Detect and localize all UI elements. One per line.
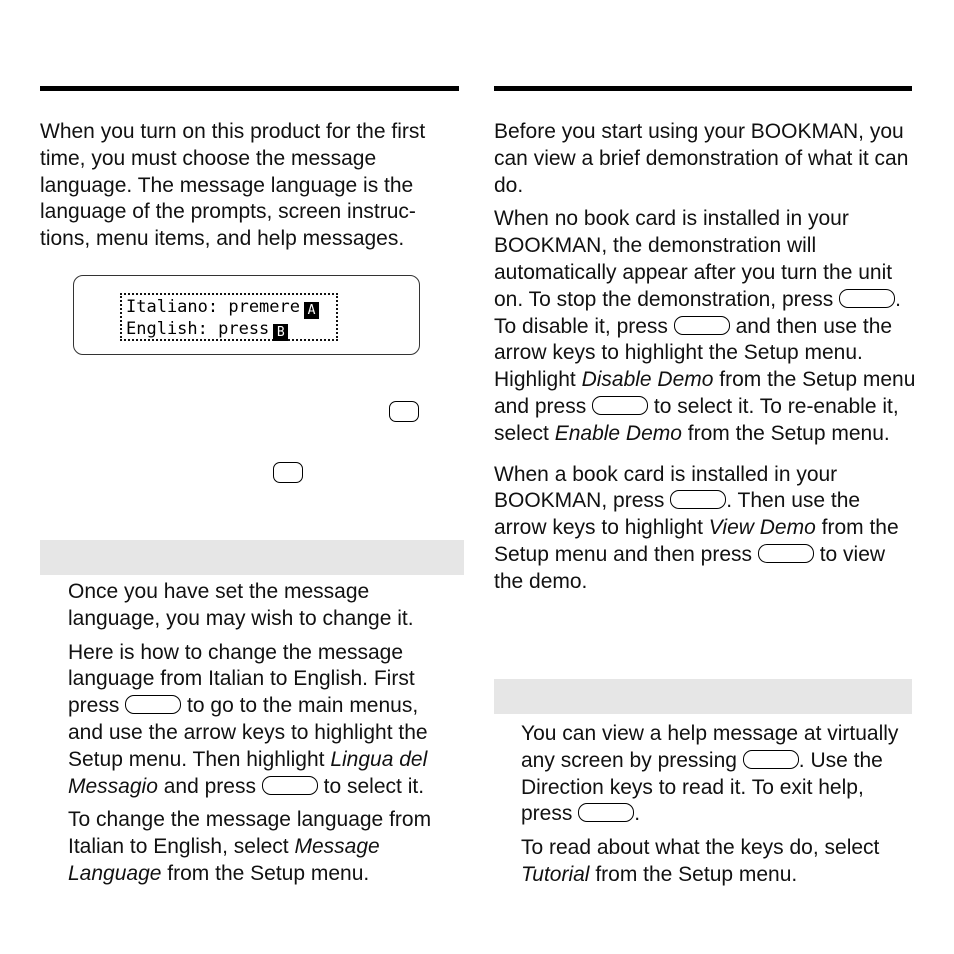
help-section [521,721,916,896]
left-header-rule [40,86,459,91]
lcd-line-2-text: English: press [126,319,270,339]
change-paragraph-3 [68,807,448,887]
message-language-intro [40,119,445,260]
lcd-line-1-text: Italiano: premere [126,297,300,317]
right-section-band [494,679,912,714]
demo-p2-text-b: . To disable it, press [494,287,901,338]
demo-paragraph-2 [494,206,916,447]
lcd-line-1 [126,297,336,319]
demo-paragraph-3 [494,462,916,596]
demo-p2-text-d: from the Setup menu and press [494,368,916,418]
demo-p1-text: Before you start using your BOOKMAN, you can view a brief demonstration of what it can do. [494,120,909,197]
help-paragraph-2 [521,835,916,889]
demo-p2-text-f: from the Setup menu. [687,421,890,445]
key-a-icon: A [304,302,319,319]
change-language-section [68,579,448,895]
demo-section [494,119,916,603]
demo-p2-emphasis-2: Enable Demo [554,421,682,445]
clear-key-icon [839,289,895,308]
menu-key-icon [674,316,730,335]
help-p1-text-c: . [634,802,641,826]
demo-p2-text-a: When no book card is installed in your BOOKMAN, the demonstration will automatically appear after you turn the unit on. To stop the demonstration, press [494,207,893,311]
demo-p3-text-d: to view the demo. [494,542,886,593]
help-p2-text-b: from the Setup menu. [595,862,798,886]
lcd-display [120,293,338,341]
demo-p3-text-a: When a book card is installed in your BOOKMAN, press [494,462,838,513]
demo-p3-emphasis: View Demo [708,516,816,540]
demo-p2-emphasis-1: Disable Demo [581,368,714,392]
change-paragraph-2 [68,640,448,801]
lcd-screen [73,275,420,355]
change-p2-emphasis: Lingua del Messagio [68,747,428,798]
change-p3-text-a: To change the message language from Italian to English, select [68,808,432,859]
change-paragraph-1 [68,579,448,633]
back-key-icon [578,803,634,822]
demo-paragraph-1 [494,119,916,199]
help-p2-emphasis: Tutorial [521,862,590,886]
enter-key-icon [758,544,814,563]
enter-key-icon [592,396,648,415]
left-section-band [40,540,464,575]
intro-paragraph: When you turn on this product for the first time, you must choose the message language. The message language is the language of the prompts, screen instruc-tions, menu items, and help messages. [40,120,426,251]
change-p2-text-a: Here is how to change the message language from Italian to English. First press [68,640,415,718]
lcd-line-2 [126,319,336,341]
right-header-rule [494,86,912,91]
change-p3-text-b: from the Setup menu. [167,861,370,885]
help-paragraph-1 [521,721,916,828]
small-key-icon [389,401,419,422]
demo-p3-text-c: from the Setup menu and then press [494,516,899,566]
change-p2-text-b: to go to the main menus, and use the arrow keys to highlight the Setup menu. Then highlight [68,694,428,771]
help-p1-text-a: You can view a help message at virtually any screen by pressing [521,722,899,772]
key-b-icon: B [273,324,288,341]
help-key-icon [743,750,799,769]
help-p2-text-a: To read about what the keys do, select [521,836,880,860]
menu-key-icon [670,490,726,509]
menu-key-icon [125,695,181,714]
enter-key-icon [262,776,318,795]
demo-p2-text-c: and then use the arrow keys to highlight the Setup menu. Highlight [494,314,893,392]
change-p2-text-c: and press [163,774,256,798]
help-p1-text-b: . Use the Direction keys to read it. To exit help, press [521,748,883,826]
change-p3-emphasis: Message Language [68,835,380,885]
demo-p2-text-e: to select it. To re-enable it, select [494,394,899,445]
change-p2-text-d: to select it. [323,774,425,798]
demo-p3-text-b: . Then use the arrow keys to highlight [494,489,861,540]
small-key-icon [273,462,303,483]
change-p1-text: Once you have set the message language, you may wish to change it. [68,580,414,630]
